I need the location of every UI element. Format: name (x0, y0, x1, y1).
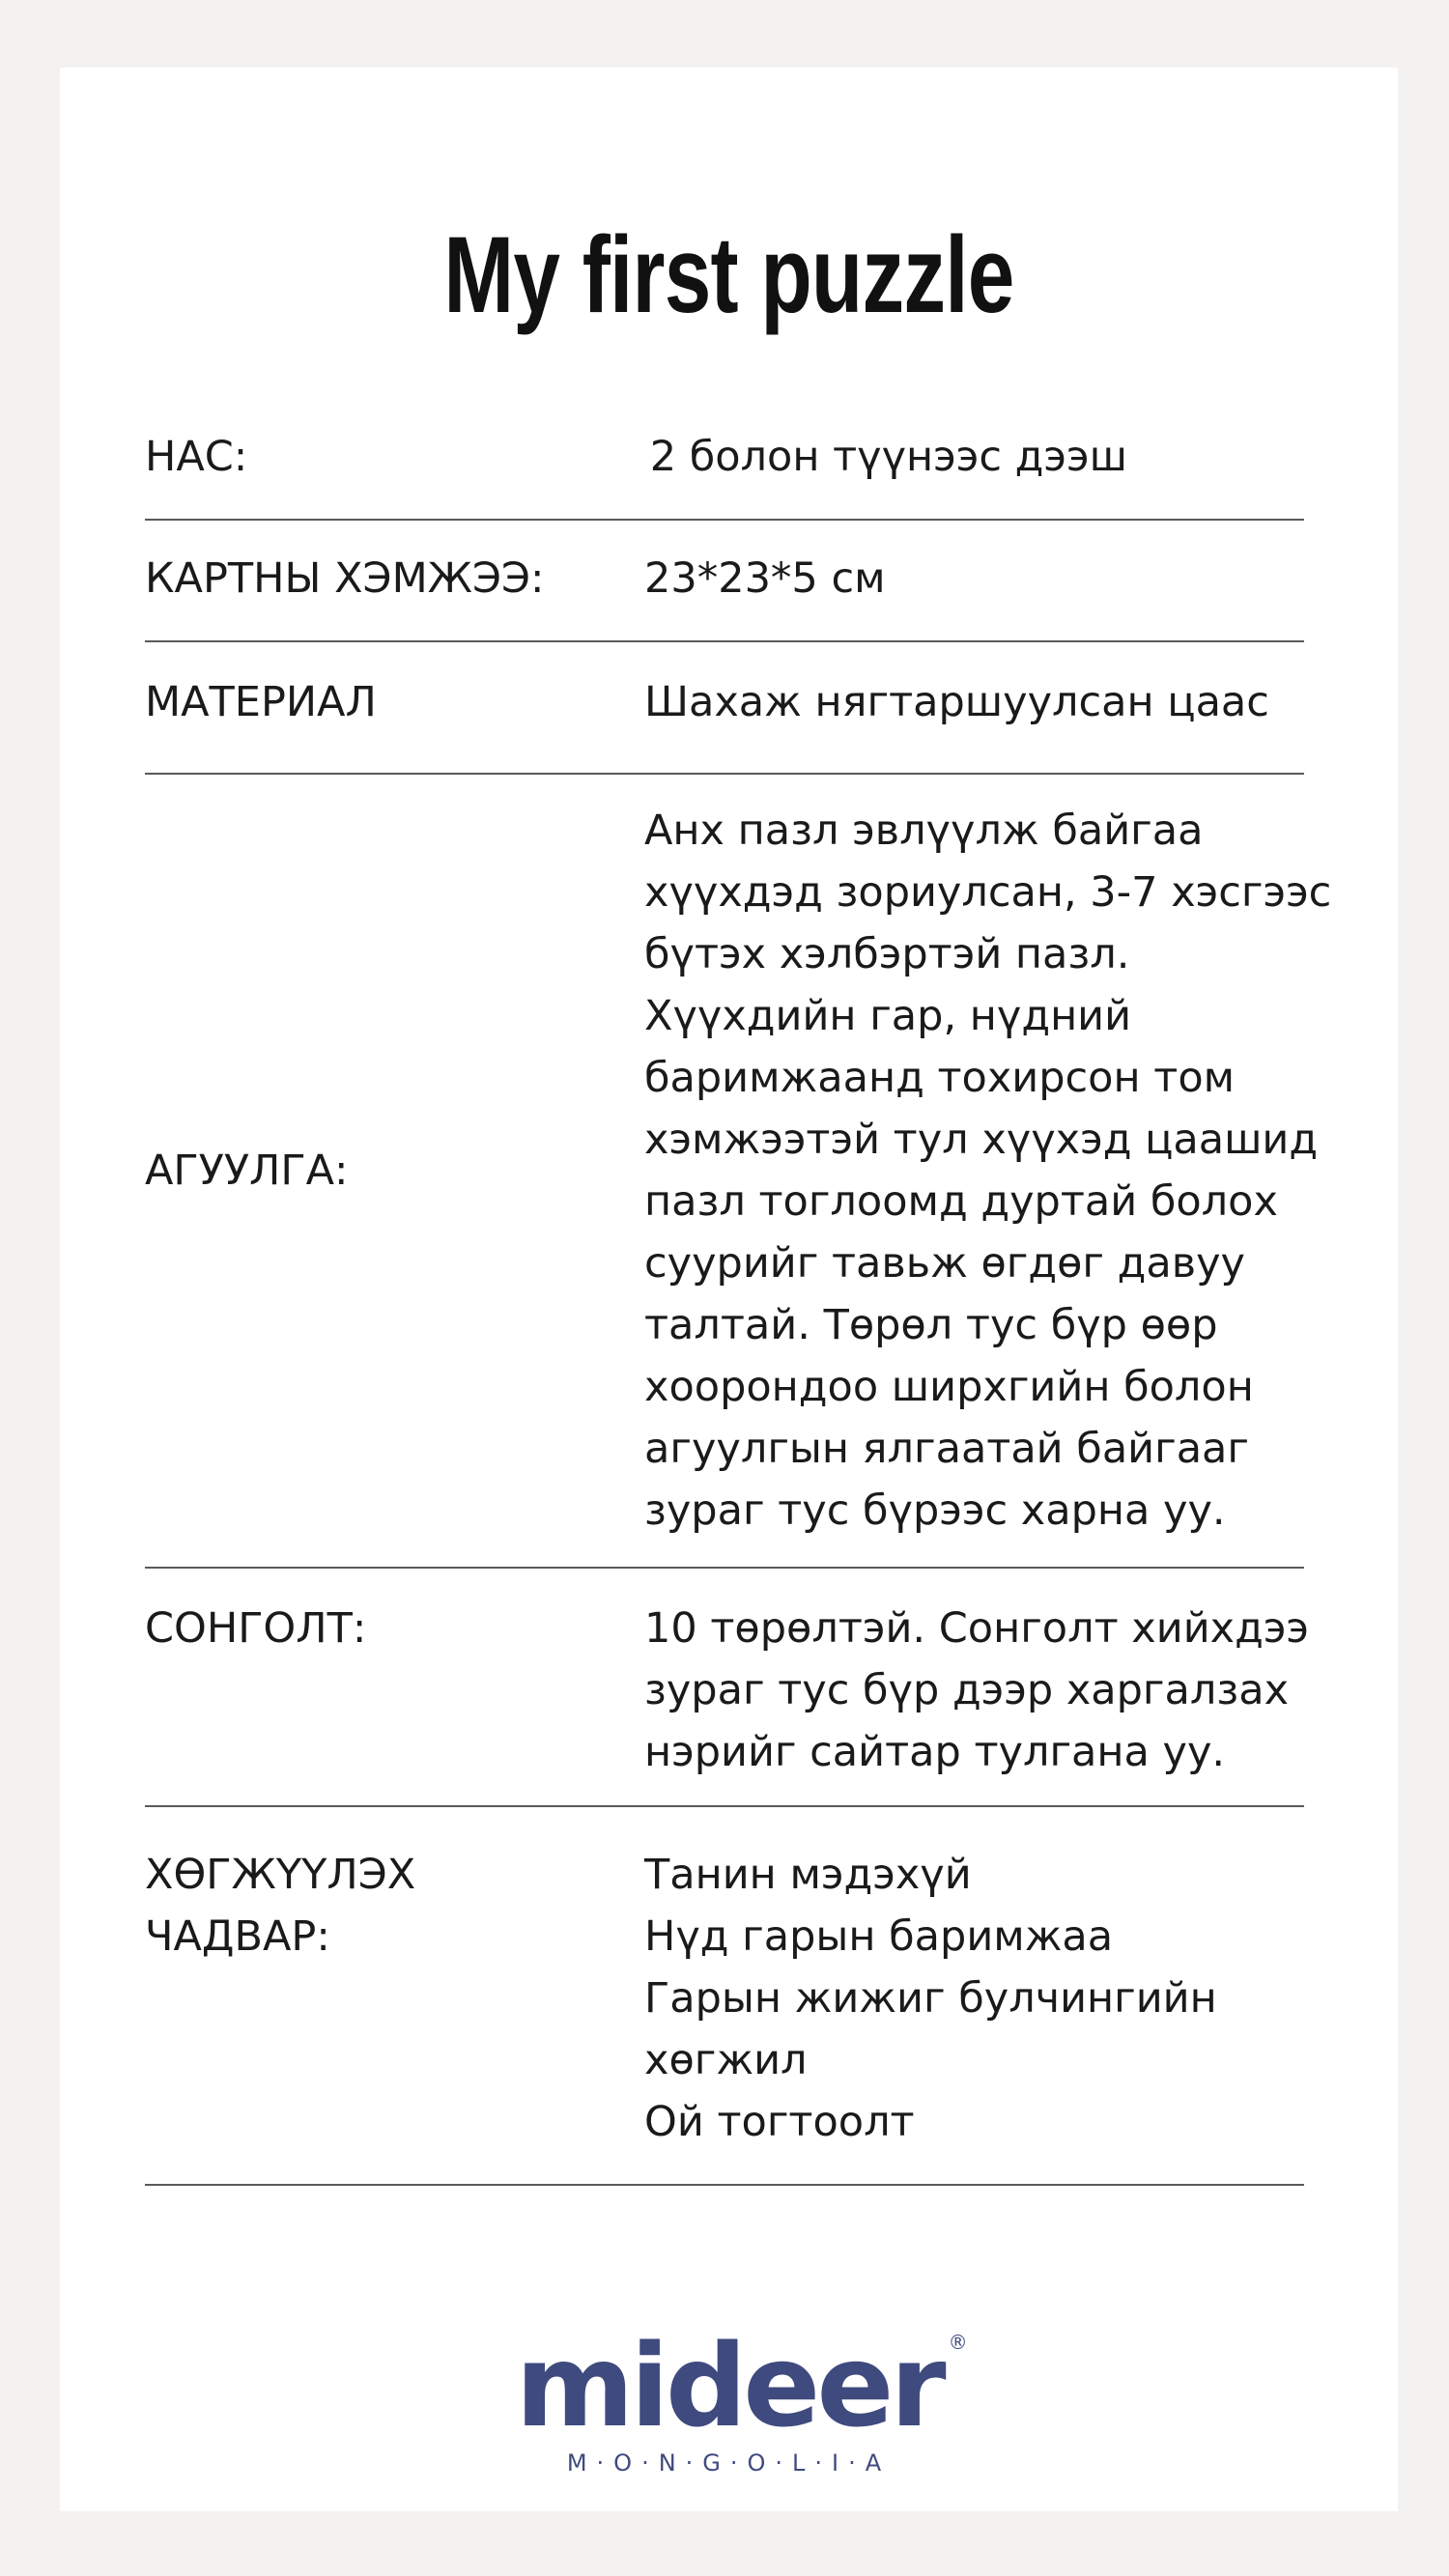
value-line: Анх пазл эвлүүлж байгаа (644, 807, 1204, 855)
value-line: агуулгын ялгаатай байгааг (644, 1425, 1249, 1473)
spec-value: 23*23*5 см (644, 554, 886, 603)
value-line: зураг тус бүр дээр харгалзах (644, 1666, 1290, 1714)
spec-row-content (145, 775, 1332, 1569)
value-line: Ой тогтоолт (644, 2098, 915, 2146)
value-line: хэмжээтэй тул хүүхэд цаашид (644, 1116, 1319, 1164)
value-line: Хүүхдийн гар, нүдний (644, 992, 1132, 1040)
info-card (60, 68, 1398, 2511)
value-line: Нүд гарын баримжаа (644, 1912, 1114, 1961)
value-line: пазл тоглоомд дуртай болох (644, 1177, 1278, 1226)
spec-label: КАРТНЫ ХЭМЖЭЭ: (145, 554, 545, 603)
value-line: хоорондоо ширхгийн болон (644, 1363, 1254, 1411)
value-line: бүтэх хэлбэртэй пазл. (644, 930, 1130, 978)
spec-value: Шахаж нягтаршуулсан цаас (644, 678, 1269, 726)
brand-name (515, 2319, 968, 2452)
value-line: 10 төрөлтэй. Сонголт хийхдээ (644, 1604, 1310, 1653)
spec-row-size (145, 521, 1304, 642)
value-line: баримжаанд тохирсон том (644, 1054, 1236, 1102)
spec-label: АГУУЛГА: (145, 1146, 349, 1195)
value-line: хөгжил (644, 2036, 808, 2084)
spec-value (644, 1844, 1304, 2153)
spec-table (145, 391, 1332, 2186)
value-line: Гарын жижиг булчингийн (644, 1974, 1217, 2023)
value-line: зураг тус бүрээс харна уу. (644, 1486, 1226, 1535)
value-line: нэрийг сайтар тулгана уу. (644, 1728, 1226, 1776)
spec-row-material (145, 642, 1304, 775)
value-line: Танин мэдэхүй (644, 1851, 972, 1899)
spec-label: НАС: (145, 433, 248, 481)
brand-name-text: mideer (515, 2319, 943, 2452)
spec-row-age (145, 391, 1304, 521)
spec-value (644, 1598, 1310, 1783)
label-line: ЧАДВАР: (145, 1912, 330, 1961)
registered-mark: ® (948, 2331, 968, 2354)
value-line: талтай. Төрөл тус бүр өөр (644, 1301, 1218, 1349)
page-title: My first puzzle (443, 214, 1014, 335)
spec-value (644, 800, 1332, 1542)
spec-value: 2 болон түүнээс дээш (649, 433, 1127, 481)
spec-row-skill (145, 1807, 1304, 2186)
value-line: суурийг тавьж өгдөг давуу (644, 1239, 1245, 1288)
spec-label (145, 1844, 644, 1967)
spec-label: СОНГОЛТ: (145, 1604, 367, 1653)
spec-label: МАТЕРИАЛ (145, 678, 377, 726)
spec-row-option (145, 1569, 1310, 1807)
brand-logo (60, 2319, 1398, 2477)
label-line: ХӨГЖҮҮЛЭХ (145, 1851, 416, 1899)
value-line: хүүхдэд зориулсан, 3-7 хэсгээс (644, 868, 1332, 917)
brand-subtitle: M·O·N·G·O·L·I·A (566, 2449, 892, 2477)
